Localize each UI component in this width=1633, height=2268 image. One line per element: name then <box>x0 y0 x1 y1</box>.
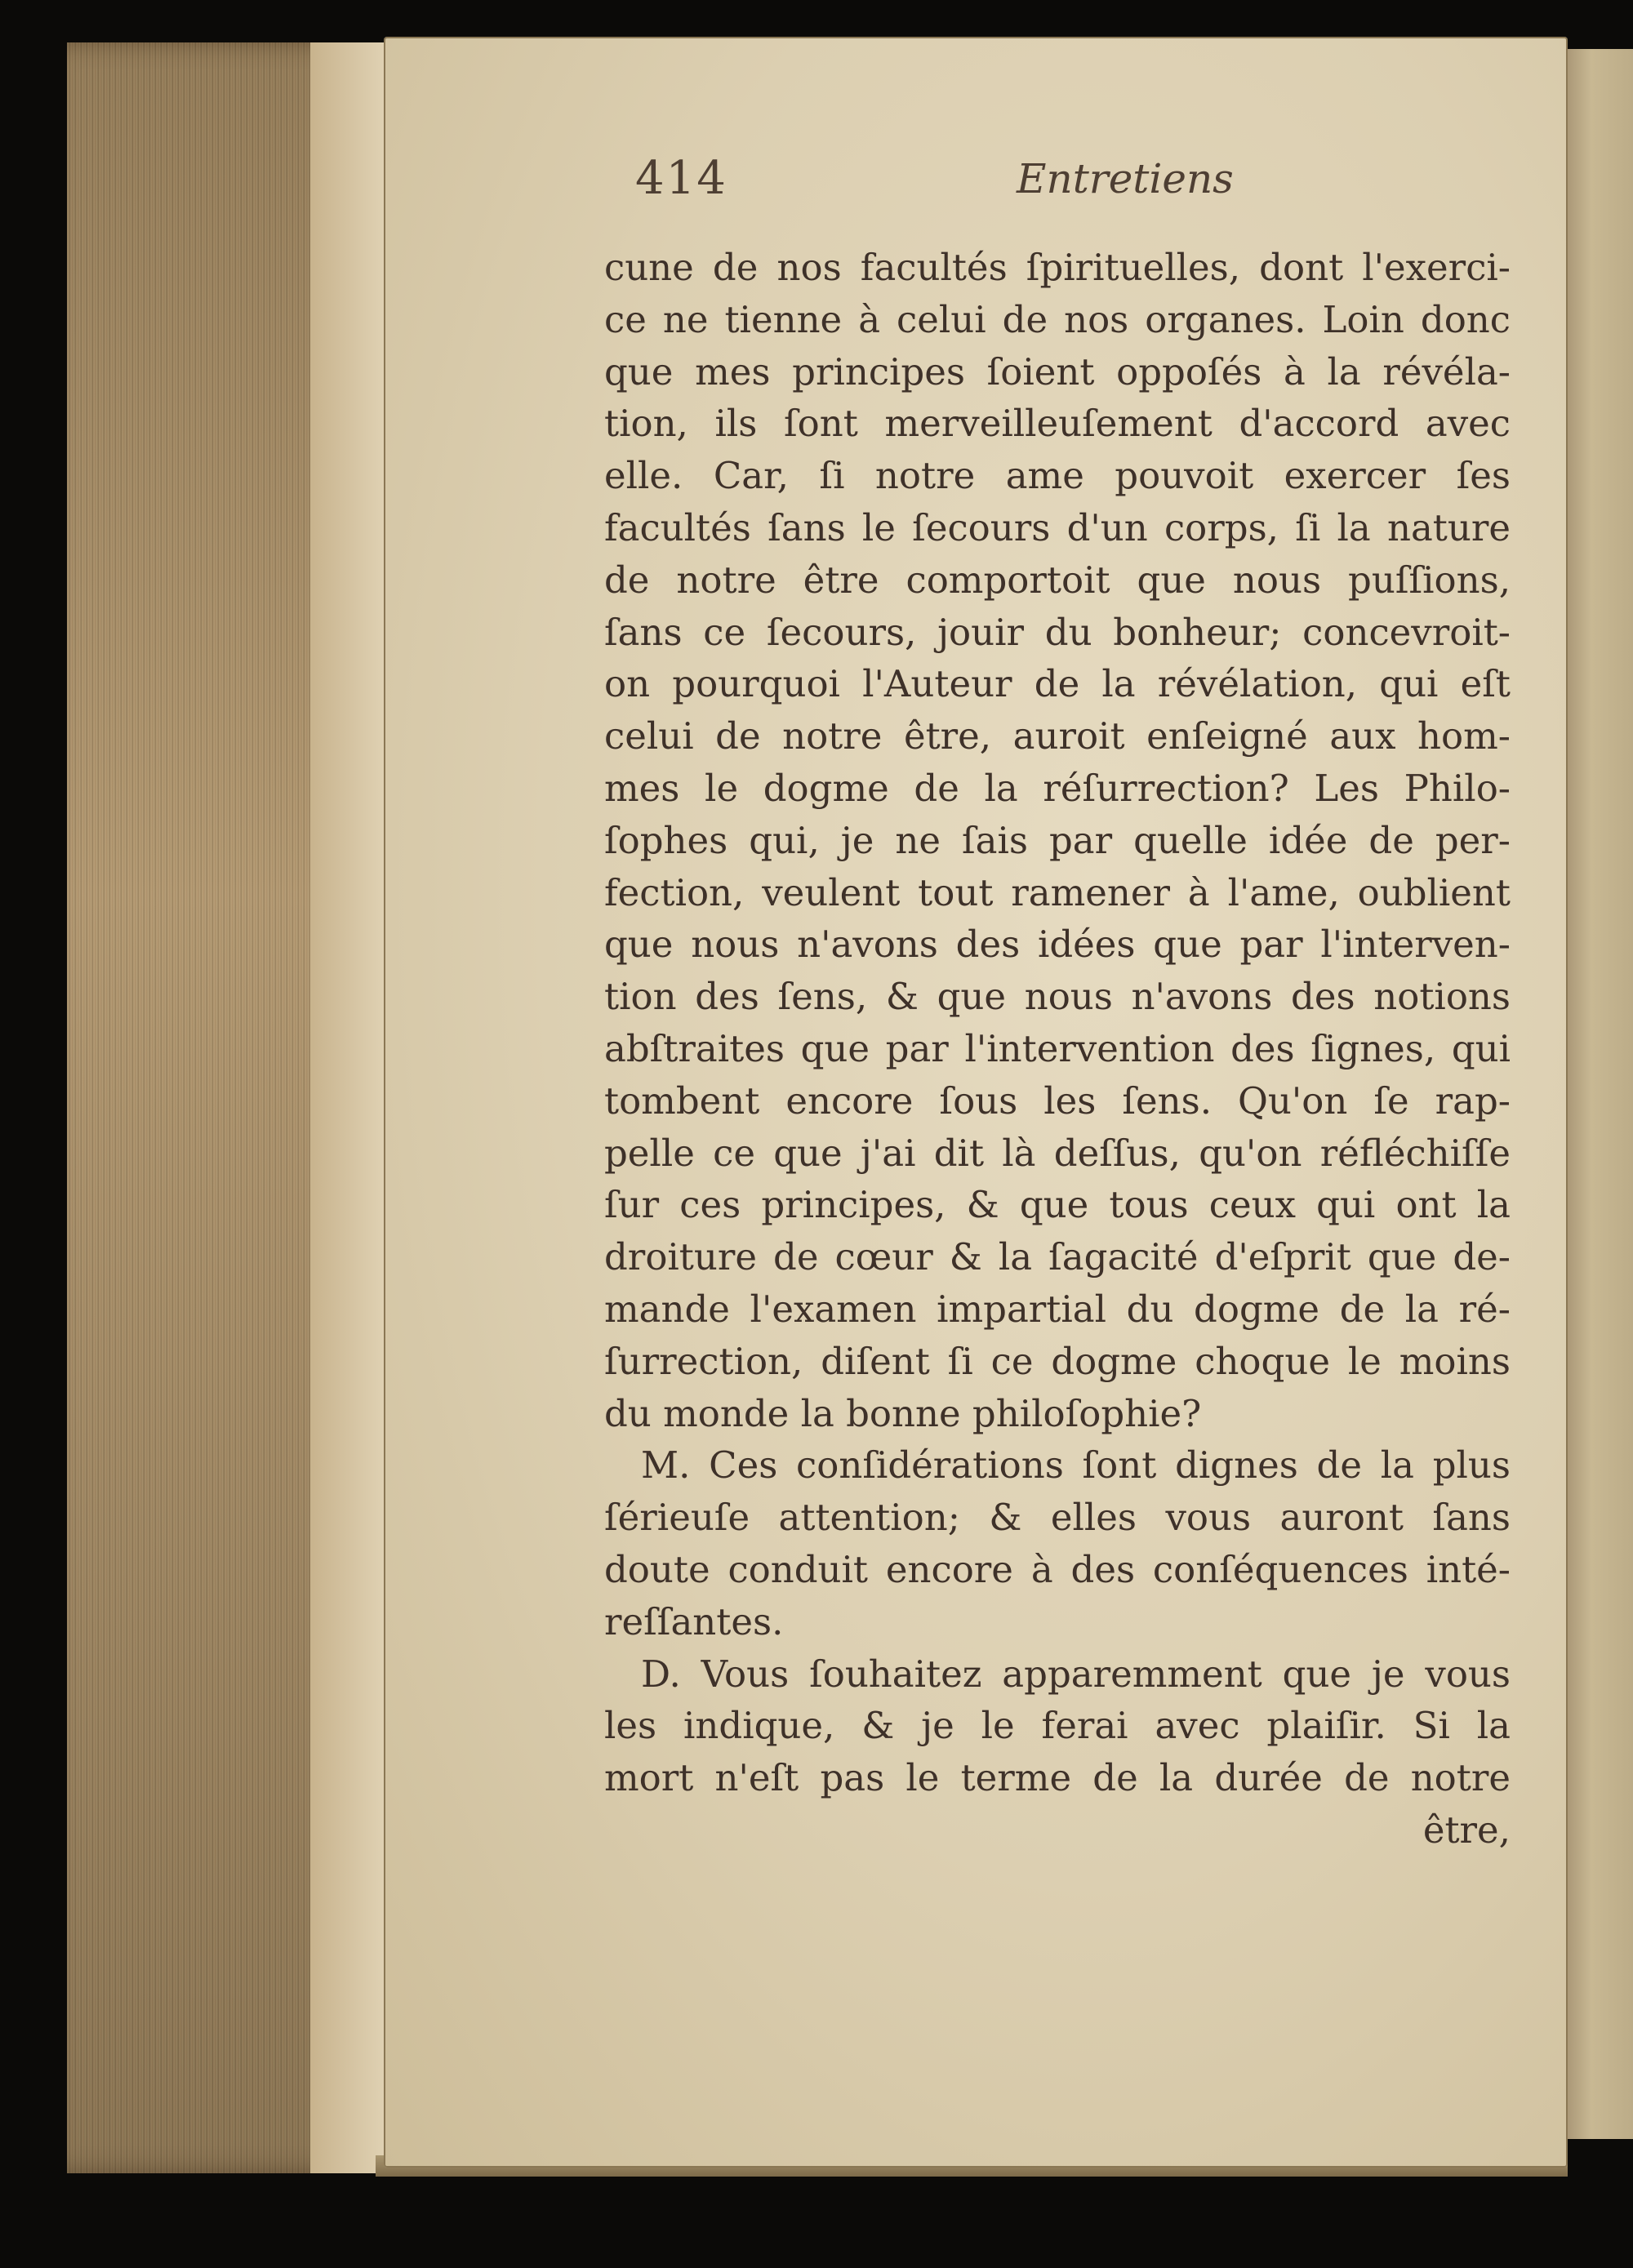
text-line: mort n'eſt pas le terme de la durée de notre <box>604 1756 1511 1800</box>
text-line: ſurrection, diſent ſi ce dogme choque le moins <box>604 1339 1511 1383</box>
text-line: les indique, & je le ferai avec plaiſir. Si la <box>604 1704 1511 1748</box>
text-line: tion des ſens, & que nous n'avons des notions <box>604 975 1511 1019</box>
text-line: ſur ces principes, & que tous ceux qui ont la <box>604 1183 1511 1227</box>
text-line: D. Vous ſouhaitez apparemment que je vous <box>641 1652 1511 1696</box>
text-line: reſſantes. <box>604 1599 784 1643</box>
catchword: être, <box>1422 1808 1511 1852</box>
text-line: on pourquoi l'Auteur de la révélation, qui eſt <box>604 662 1511 706</box>
text-line: celui de notre être, auroit enſeigné aux hom- <box>604 714 1511 758</box>
text-line: elle. Car, ſi notre ame pouvoit exercer ſes <box>604 454 1511 498</box>
text-line: du monde la bonne philoſophie? <box>604 1391 1202 1435</box>
running-title: Entretiens <box>1017 155 1234 202</box>
text-line: doute conduit encore à des conſéquences inté- <box>604 1547 1511 1591</box>
text-line: abſtraites que par l'intervention des ſignes, qui <box>604 1026 1511 1070</box>
text-line: tion, ils ſont merveilleuſement d'accord avec <box>604 402 1511 446</box>
text-line: facultés ſans le ſecours d'un corps, ſi la nature <box>604 505 1511 549</box>
text-line: tombent encore ſous les ſens. Qu'on ſe rap- <box>604 1078 1511 1123</box>
text-line: fection, veulent tout ramener à l'ame, oublient <box>604 870 1511 914</box>
text-line: ſophes qui, je ne ſais par quelle idée de per- <box>604 818 1511 862</box>
text-line: droiture de cœur & la ſagacité d'eſprit que de- <box>604 1235 1511 1279</box>
text-line: ce ne tienne à celui de nos organes. Loin donc <box>604 297 1511 341</box>
facing-page-edge <box>1564 49 1633 2139</box>
text-line: mande l'examen impartial du dogme de la ré- <box>604 1287 1511 1331</box>
text-line: ſérieuſe attention; & elles vous auront ſans <box>604 1496 1511 1540</box>
text-line: mes le dogme de la réſurrection? Les Philo- <box>604 766 1511 810</box>
text-line: que nous n'avons des idées que par l'interven- <box>604 923 1511 967</box>
text-line: M. Ces conſidérations ſont dignes de la plus <box>641 1443 1511 1488</box>
text-line: ſans ce ſecours, jouir du bonheur; concevroit- <box>604 610 1511 654</box>
body-text <box>604 242 1511 1857</box>
text-line: cune de nos facultés ſpirituelles, dont l'exerci- <box>604 246 1511 289</box>
text-line: de notre être comportoit que nous puſſions, <box>604 558 1511 602</box>
text-line: pelle ce que j'ai dit là deſſus, qu'on réfléchiſſe <box>604 1131 1511 1175</box>
text-line: que mes principes ſoient oppoſés à la révéla- <box>604 349 1511 394</box>
page-number: 414 <box>635 152 728 205</box>
